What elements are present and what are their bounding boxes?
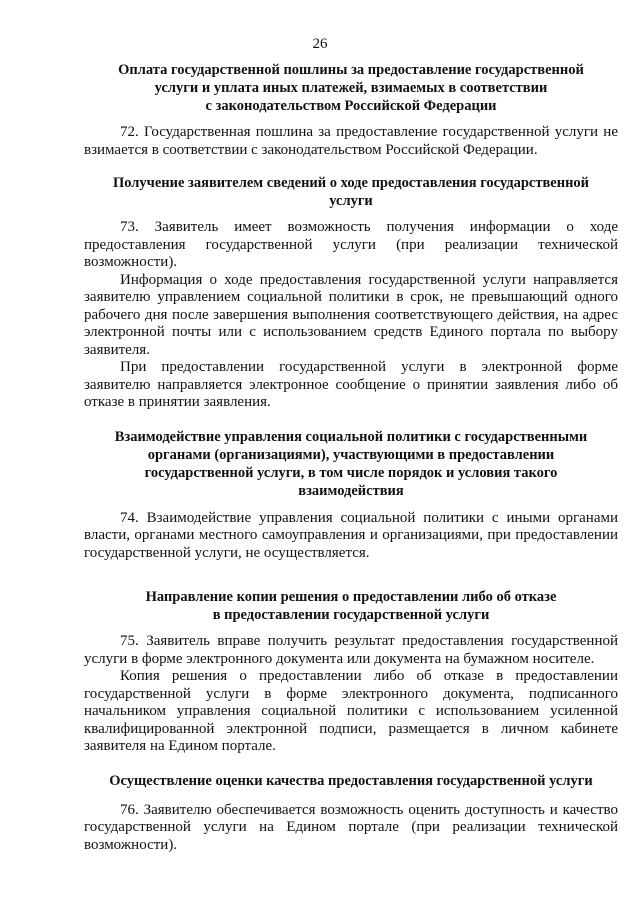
paragraph-73-info: Информация о ходе предоставления государственной услуги направляется заявителю управлением социальной политики в срок, не превышающий одного рабочего дня после завершения выполнения соответствующего действия, на адрес электронной почты или с использованием средств Единого портала по выбору заявителя. [84, 271, 618, 358]
heading-line: Оплата государственной пошлины за предоставление государственной [118, 62, 584, 78]
section-heading-state-fee [84, 61, 618, 115]
paragraph-75: 75. Заявитель вправе получить результат предоставления государственной услуги в форме электронного документа или документа на бумажном носителе. [84, 633, 618, 667]
heading-line: услуги и уплата иных платежей, взимаемых в соответствии [154, 80, 548, 96]
heading-line: органами (организациями), участвующими в предоставлении [147, 446, 555, 463]
heading-line: в предоставлении государственной услуги [212, 607, 490, 623]
heading-line: Направление копии решения о предоставлении либо об отказе [145, 589, 557, 605]
paragraph-72: 72. Государственная пошлина за предоставление государственной услуги не взимается в соответствии с законодательством Российской Федерации. [84, 124, 618, 158]
section-heading-interaction [84, 428, 618, 500]
section-heading-progress-info [84, 174, 618, 210]
section-heading-decision-copy [84, 588, 618, 624]
heading-line: Осуществление оценки качества предоставления государственной услуги [109, 772, 593, 789]
document-body [84, 61, 618, 854]
heading-line: Взаимодействие управления социальной политики с государственными [114, 428, 588, 445]
paragraph-74: 74. Взаимодействие управления социальной политики с иными органами власти, органами местного самоуправления и организациями, при предоставлении государственной услуги, не осуществляется. [84, 509, 618, 561]
heading-line: с законодательством Российской Федерации [205, 98, 497, 114]
paragraph-75-copy: Копия решения о предоставлении либо об отказе в предоставлении государственной услуги в форме электронного документа, подписанного начальником управления социальной политики с использованием усиленной квалифицированной электронной подписи, размещается в личном кабинете заявителя на Едином портале. [84, 668, 618, 754]
heading-line: государственной услуги, в том числе порядок и условия такого [144, 464, 558, 481]
section-heading-quality-assessment [84, 772, 618, 790]
heading-line: взаимодействия [298, 482, 404, 499]
paragraph-73: 73. Заявитель имеет возможность получения информации о ходе предоставления государственной услуги (при реализации технической возможности). [84, 219, 618, 270]
paragraph-76: 76. Заявителю обеспечивается возможность оценить доступность и качество государственной услуги на Едином портале (при реализации технической возможности). [84, 801, 618, 853]
page-number: 26 [312, 36, 328, 52]
paragraph-73-electronic: При предоставлении государственной услуги в электронной форме заявителю направляется электронное сообщение о принятии заявления либо об отказе в принятии заявления. [84, 359, 618, 410]
heading-line: Получение заявителем сведений о ходе предоставления государственной [112, 175, 590, 191]
heading-line: услуги [329, 193, 373, 209]
